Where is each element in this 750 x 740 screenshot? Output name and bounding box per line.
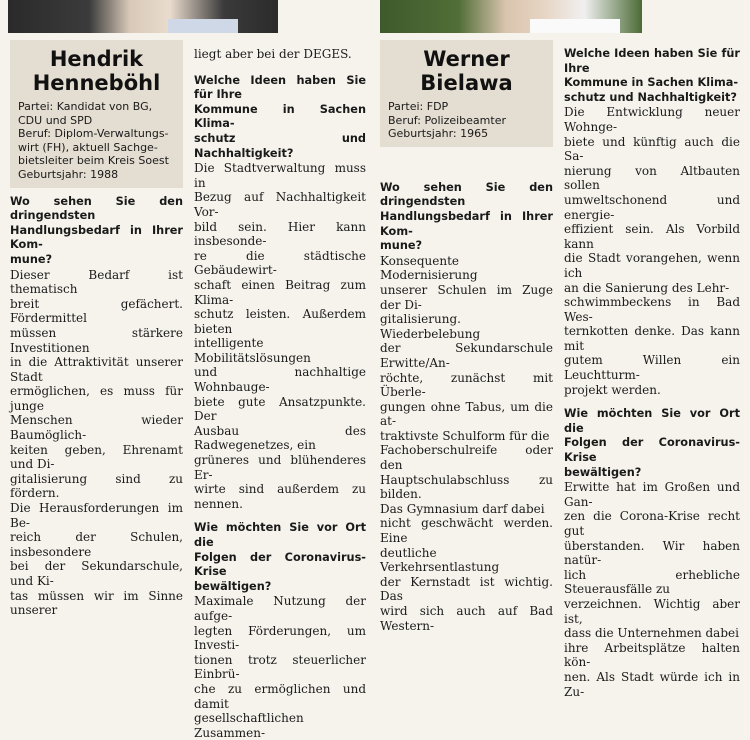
column-henneboehl-answers [194, 47, 366, 740]
column-bielawa-answers [564, 47, 740, 699]
answer-text: Maximale Nutzung der aufge- legten Förderungen, um Investi- tionen trotz steuerlicher Einbrü- che zu ermöglichen und damit gesellschaftlichen Zusammen- [194, 594, 366, 740]
candidate-info-box [380, 40, 553, 147]
answer-text: Erwitte hat im Großen und Gan- zen die Corona-Krise recht gut überstanden. Wir haben natür- lich erhebliche Steuerausfälle zu verzeichnen. Wichtig aber ist, dass die Unternehmen dabei ihre Arbeitsplätze halten kön- nen. Als Stadt würde ich in Zu- [564, 480, 740, 699]
candidate-photo-henneboehl [8, 0, 278, 33]
answer-text: Die Stadtverwaltung muss in Bezug auf Nachhaltigkeit Vor- bild sein. Hier kann insbesonde- re die städtische Gebäudewirt- schaft einen Beitrag zum Klima- schutz leisten. Außerdem bieten intelligente Mobilitätslösungen und nachhaltige Wohnbauge- biete gute Ansatzpunkte. Der Ausbau des Radwegenetzes, ein grüneres und blühenderes Er- wirte sind außerdem zu nennen. [194, 161, 366, 511]
column-henneboehl-profile [10, 40, 183, 618]
answer-text: Dieser Bedarf ist thematisch breit gefächert. Fördermittel müssen stärkere Investitionen in die Attraktivität unserer Stadt ermöglichen, es muss für junge Menschen wieder Baumöglich- keiten geben, Ehrenamt und Di- gitalisierung sind zu fördern. Die Herausforderungen im Be- reich der Schulen, insbesondere bei der Sekundarschule, und Ki- tas müssen wir im Sinne unserer [10, 267, 183, 618]
answer-text: Konsequente Modernisierung unserer Schulen im Zuge der Di- gitalisierung. Wiederbelebung der Sekundarschule Erwitte/An- röchte, zunächst mit Überle- gungen ohne Tabus, um die at- traktivste Schulform für die Fachoberschulreife oder den Hauptschulabschluss zu bilden. Das Gymnasium darf dabei nicht geschwächt werden. Eine deutliche Verkehrsentlastung der Kernstadt ist wichtig. Das wird sich auch auf Bad Western- [380, 253, 553, 633]
answer-text: liegt aber bei der DEGES. [194, 47, 352, 61]
column-bielawa-profile [380, 40, 553, 633]
candidate-name: Werner Bielawa [420, 47, 513, 95]
question-heading: Welche Ideen haben Sie für Ihre Kommune in Sachen Klima- schutz und Nachhaltigkeit? [194, 73, 366, 160]
candidate-info-box [10, 40, 183, 188]
answer-text: Die Entwicklung neuer Wohnge- biete und künftig auch die Sa- nierung von Altbauten sollen umweltschonend und energie- effizient sein. Als Vorbild kann die Stadt vorangehen, wenn ich an die Sanierung des Lehr- schwimmbeckens in Bad Wes- ternkotten denke. Das kann mit gutem Willen ein Leuchtturm- projekt werden. [564, 105, 740, 397]
question-heading: Wo sehen Sie den dringendsten Handlungsbedarf in Ihrer Kom- mune? [380, 180, 553, 253]
question-heading: Wie möchten Sie vor Ort die Folgen der Coronavirus-Krise bewältigen? [194, 521, 366, 593]
candidate-details: Partei: Kandidat von BG, CDU und SPD Beruf: Diplom-Verwaltungs- wirt (FH), aktuell Sachge- bietsleiter beim Kreis Soest Geburtsjahr: 1988 [18, 100, 169, 181]
question-heading: Welche Ideen haben Sie für Ihre Kommune in Sachen Klima- schutz und Nachhaltigkeit? [564, 47, 740, 104]
question-heading: Wo sehen Sie den dringendsten Handlungsbedarf in Ihrer Kom- mune? [10, 194, 183, 266]
question-heading: Wie möchten Sie vor Ort die Folgen der Coronavirus-Krise bewältigen? [564, 407, 740, 479]
candidate-photo-bielawa [380, 0, 642, 33]
candidate-details: Partei: FDP Beruf: Polizeibeamter Geburtsjahr: 1965 [388, 100, 506, 141]
candidate-name: Hendrik Henneböhl [32, 47, 161, 95]
